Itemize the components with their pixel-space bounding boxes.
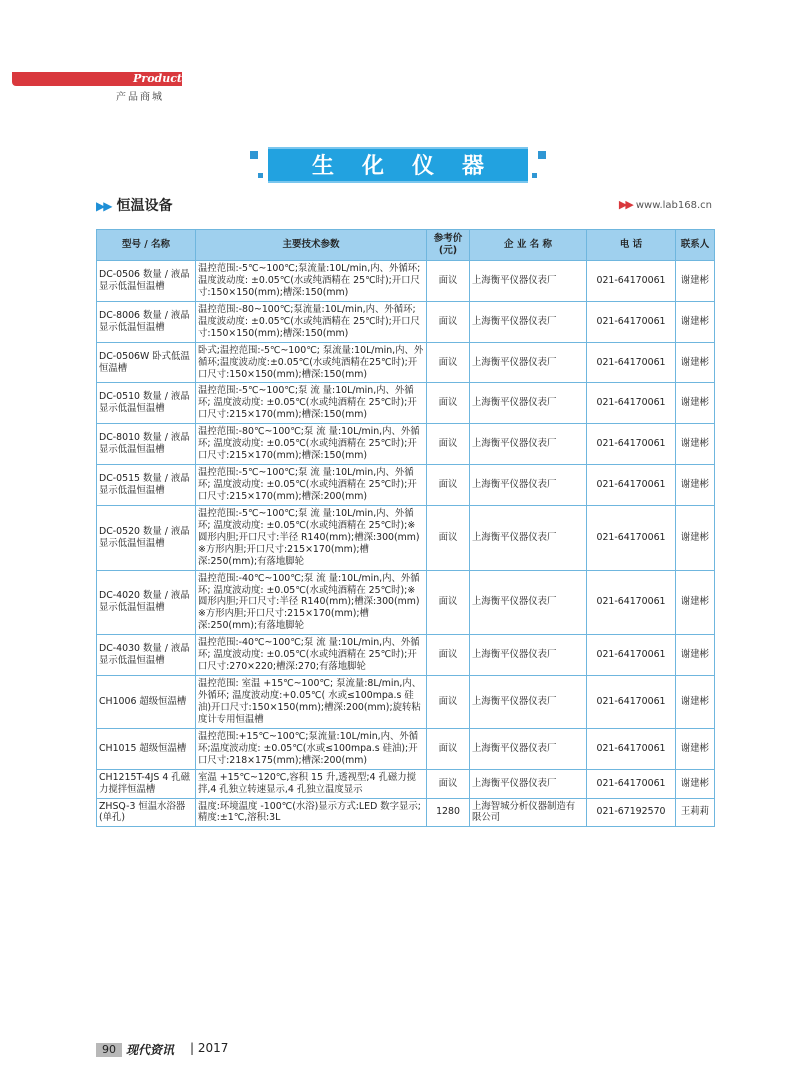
cell-phone: 021-64170061 (587, 635, 676, 676)
issue-year-text: 2017 (197, 1041, 229, 1055)
cell-phone: 021-64170061 (587, 301, 676, 342)
cell-price: 面议 (427, 301, 470, 342)
cell-price: 面议 (427, 769, 470, 798)
cell-params: 温度:环境温度 -100℃(水浴)显示方式:LED 数字显示;精度:±1℃,溶积:3L (196, 798, 427, 827)
cell-contact: 谢建彬 (676, 424, 715, 465)
cell-params: 温控范围:-5℃~100℃;泵 流 量:10L/min,内、外循环; 温度波动度: ±0.05℃(水或纯酒精在 25℃时);※圆形内胆;开口尺寸:半径 R140(mm);槽深:300(mm) ※方形内胆;开口尺寸:215×170(mm);槽深:250(mm);有落地脚轮 (196, 505, 427, 570)
column-header-price: 参考价(元) (427, 230, 470, 261)
cell-contact: 谢建彬 (676, 676, 715, 729)
cell-model: CH1006 超级恒温槽 (97, 676, 196, 729)
cell-company: 上海衡平仪器仪表厂 (470, 301, 587, 342)
website-link[interactable] (619, 198, 712, 211)
double-chevron-icon: ▶▶ (618, 198, 632, 211)
cell-contact: 谢建彬 (676, 383, 715, 424)
cell-model: DC-0510 数量 / 液晶显示低温恒温槽 (97, 383, 196, 424)
product-table (96, 229, 715, 827)
cell-params: 温控范围:-40℃~100℃;泵 流 量:10L/min,内、外循环; 温度波动度: ±0.05℃(水或纯酒精在 25℃时);※圆形内胆;开口尺寸:半径 R140(mm);槽深:300(mm) ※方形内胆;开口尺寸:215×170(mm);槽深:250(mm);有落地脚轮 (196, 570, 427, 635)
cell-company: 上海衡平仪器仪表厂 (470, 465, 587, 506)
cell-contact: 谢建彬 (676, 769, 715, 798)
table-row (97, 635, 715, 676)
category-title: 生化仪器 (268, 147, 528, 183)
cell-params: 温控范围: 室温 +15℃~100℃; 泵流量:8L/min,内、外循环; 温度波动度:+0.05℃( 水或≤100mpa.s 硅油)开口尺寸:150×150(mm);槽深:200(mm);旋转粘度计专用恒温槽 (196, 676, 427, 729)
column-header-params: 主要技术参数 (196, 230, 427, 261)
cell-phone: 021-64170061 (587, 261, 676, 302)
cell-price: 面议 (427, 635, 470, 676)
table-row (97, 301, 715, 342)
cell-params: 温控范围:-40℃~100℃;泵 流 量:10L/min,内、外循环; 温度波动度: ±0.05℃(水或纯酒精在 25℃时);开口尺寸:270×220;槽深:270;有落地脚轮 (196, 635, 427, 676)
cell-company: 上海衡平仪器仪表厂 (470, 424, 587, 465)
cell-phone: 021-67192570 (587, 798, 676, 827)
table-row (97, 570, 715, 635)
cell-company: 上海衡平仪器仪表厂 (470, 769, 587, 798)
cell-phone: 021-64170061 (587, 424, 676, 465)
cell-price: 面议 (427, 676, 470, 729)
cell-company: 上海衡平仪器仪表厂 (470, 728, 587, 769)
cell-params: 温控范围:-80℃~100℃;泵 流 量:10L/min,内、外循环; 温度波动度: ±0.05℃(水或纯酒精在 25℃时);开口尺寸:215×170(mm);槽深:150(mm) (196, 424, 427, 465)
banner-square-decor (258, 173, 263, 178)
cell-params: 温控范围:-5℃~100℃;泵流量:10L/min,内、外循环; 温度波动度: ±0.05℃(水或纯酒精在 25℃时);开口尺寸:150×150(mm);槽深:150(mm) (196, 261, 427, 302)
table-row (97, 424, 715, 465)
cell-price: 面议 (427, 465, 470, 506)
cell-model: DC-8010 数量 / 液晶显示低温恒温槽 (97, 424, 196, 465)
banner-square-decor (532, 173, 537, 178)
cell-model: CH1015 超级恒温槽 (97, 728, 196, 769)
table-row (97, 728, 715, 769)
cell-model: ZHSQ-3 恒温水浴器(单孔) (97, 798, 196, 827)
cell-company: 上海衡平仪器仪表厂 (470, 676, 587, 729)
cell-price: 面议 (427, 383, 470, 424)
cell-model: DC-0520 数量 / 液晶显示低温恒温槽 (97, 505, 196, 570)
banner-square-decor (538, 151, 546, 159)
cell-price: 1280 (427, 798, 470, 827)
double-chevron-icon: ▶▶ (96, 199, 111, 213)
cell-phone: 021-64170061 (587, 570, 676, 635)
table-row (97, 769, 715, 798)
cell-model: DC-4030 数量 / 液晶显示低温恒温槽 (97, 635, 196, 676)
cell-params: 温控范围:-80~100℃;泵流量:10L/min,内、外循环; 温度波动度: ±0.05℃(水或纯酒精在 25℃时);开口尺寸:150×150(mm);槽深:150(mm) (196, 301, 427, 342)
cell-phone: 021-64170061 (587, 342, 676, 383)
cell-contact: 谢建彬 (676, 261, 715, 302)
product-store-label: Product Store (133, 72, 182, 99)
cell-price: 面议 (427, 505, 470, 570)
category-banner (248, 147, 548, 183)
issue-year: | 2017 (190, 1041, 229, 1055)
cell-model: DC-8006 数量 / 液晶显示低温恒温槽 (97, 301, 196, 342)
cell-phone: 021-64170061 (587, 728, 676, 769)
cell-model: DC-0506W 卧式低温恒温槽 (97, 342, 196, 383)
cell-company: 上海衡平仪器仪表厂 (470, 635, 587, 676)
table-row (97, 676, 715, 729)
cell-phone: 021-64170061 (587, 465, 676, 506)
cell-company: 上海智城分析仪器制造有限公司 (470, 798, 587, 827)
cell-model: DC-0506 数量 / 液晶显示低温恒温槽 (97, 261, 196, 302)
cell-phone: 021-64170061 (587, 769, 676, 798)
cell-contact: 谢建彬 (676, 635, 715, 676)
cell-company: 上海衡平仪器仪表厂 (470, 383, 587, 424)
cell-contact: 谢建彬 (676, 505, 715, 570)
cell-params: 卧式;温控范围:-5℃~100℃; 泵流量:10L/min,内、外循环;温度波动度:±0.05℃(水或纯酒精在25℃时);开口尺寸:150×150(mm);槽深:150(mm) (196, 342, 427, 383)
cell-contact: 谢建彬 (676, 570, 715, 635)
cell-model: CH1215T-4JS 4 孔磁力搅拌恒温槽 (97, 769, 196, 798)
cell-price: 面议 (427, 570, 470, 635)
cell-params: 温控范围:-5℃~100℃;泵 流 量:10L/min,内、外循环; 温度波动度: ±0.05℃(水或纯酒精在 25℃时);开口尺寸:215×170(mm);槽深:200(mm) (196, 465, 427, 506)
section-heading (96, 195, 172, 215)
cell-contact: 谢建彬 (676, 301, 715, 342)
cell-params: 温控范围:+15℃~100℃;泵流量:10L/min,内、外循环;温度波动度: ±0.05℃(水或≤100mpa.s 硅油);开口尺寸:218×175(mm);槽深:200(mm) (196, 728, 427, 769)
cell-params: 温控范围:-5℃~100℃;泵 流 量:10L/min,内、外循环; 温度波动度: ±0.05℃(水或纯酒精在 25℃时);开口尺寸:215×170(mm);槽深:150(mm) (196, 383, 427, 424)
page-number: 90 (96, 1043, 122, 1057)
cell-price: 面议 (427, 424, 470, 465)
table-row (97, 261, 715, 302)
cell-company: 上海衡平仪器仪表厂 (470, 570, 587, 635)
column-header-contact: 联系人 (676, 230, 715, 261)
column-header-model: 型号 / 名称 (97, 230, 196, 261)
column-header-company: 企 业 名 称 (470, 230, 587, 261)
cell-contact: 谢建彬 (676, 342, 715, 383)
table-row (97, 465, 715, 506)
magazine-name: 现代资讯 (126, 1043, 175, 1057)
column-header-phone: 电 话 (587, 230, 676, 261)
cell-company: 上海衡平仪器仪表厂 (470, 261, 587, 302)
cell-contact: 谢建彬 (676, 728, 715, 769)
cell-phone: 021-64170061 (587, 505, 676, 570)
product-store-cn-label: 产品商城 (116, 92, 164, 103)
cell-model: DC-0515 数量 / 液晶显示低温恒温槽 (97, 465, 196, 506)
section-heading-text: 恒温设备 (116, 198, 173, 214)
cell-price: 面议 (427, 728, 470, 769)
table-row (97, 798, 715, 827)
cell-company: 上海衡平仪器仪表厂 (470, 342, 587, 383)
cell-price: 面议 (427, 342, 470, 383)
banner-square-decor (250, 151, 258, 159)
cell-phone: 021-64170061 (587, 676, 676, 729)
cell-model: DC-4020 数量 / 液晶显示低温恒温槽 (97, 570, 196, 635)
cell-phone: 021-64170061 (587, 383, 676, 424)
table-row (97, 383, 715, 424)
website-url: www.lab168.cn (635, 200, 712, 211)
cell-price: 面议 (427, 261, 470, 302)
table-row (97, 342, 715, 383)
table-row (97, 505, 715, 570)
cell-contact: 王莉莉 (676, 798, 715, 827)
cell-company: 上海衡平仪器仪表厂 (470, 505, 587, 570)
table-header-row (97, 230, 715, 261)
cell-contact: 谢建彬 (676, 465, 715, 506)
cell-params: 室温 +15℃~120℃,容积 15 升,透视型;4 孔磁力搅拌,4 孔独立转速显示,4 孔独立温度显示 (196, 769, 427, 798)
